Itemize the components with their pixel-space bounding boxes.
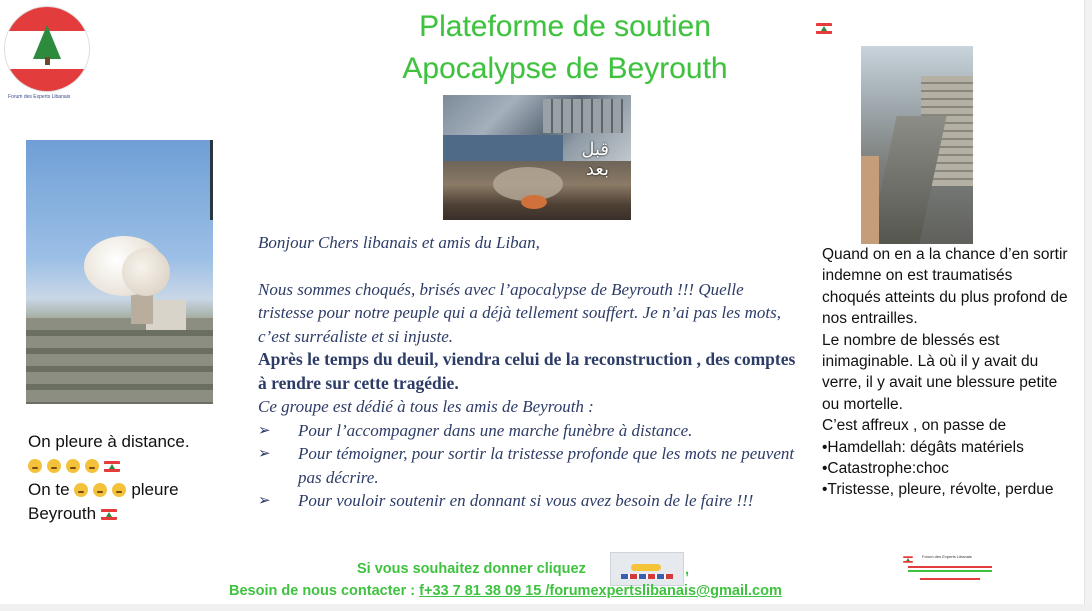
caption-line-1: On pleure à distance.	[28, 432, 190, 451]
donate-text: Si vous souhaitez donner cliquez	[357, 561, 586, 577]
crying-face-icon	[85, 459, 99, 473]
crying-face-icon	[47, 459, 61, 473]
lebanon-flag-icon	[101, 509, 117, 520]
forum-logo	[4, 6, 88, 102]
emoji-row	[28, 454, 228, 478]
testimony-paragraph-3: C’est affreux , on passe de	[822, 417, 1007, 435]
crying-face-icon	[66, 459, 80, 473]
list-item: ➢ Pour vouloir soutenir en donnant si vous avez besoin de le faire !!!	[258, 489, 803, 513]
donate-comma: ,	[685, 562, 690, 578]
contact-line	[229, 583, 782, 599]
logo-disc	[4, 6, 90, 92]
paragraph-group: Ce groupe est dédié à tous les amis de Beyrouth :	[258, 397, 594, 416]
testimony-paragraph-1: Quand on en a la chance d’en sortir indemne on est traumatisés choqués atteints du plus profond de nos entrailles.	[822, 246, 1068, 328]
list-item: ➢ Pour l’accompagner dans une marche funèbre à distance.	[258, 419, 803, 443]
cedar-icon	[33, 25, 61, 59]
right-arrow-bullet-icon: ➢	[258, 420, 271, 439]
lebanon-flag-icon	[816, 23, 832, 34]
message-body	[258, 231, 803, 513]
title-line-2: Apocalypse de Beyrouth	[402, 52, 728, 85]
testimony-item: •Hamdellah: dégâts matériels	[822, 438, 1024, 456]
right-arrow-bullet-icon: ➢	[258, 491, 271, 509]
lebanon-flag-icon	[903, 556, 913, 563]
right-testimony	[822, 244, 1072, 501]
crying-face-icon	[74, 483, 88, 497]
mini-card-caption: Forum des Experts Libanais	[922, 554, 972, 559]
street-damage-photo	[861, 46, 973, 244]
left-caption	[28, 430, 228, 526]
greeting: Bonjour Chers libanais et amis du Liban,	[258, 233, 540, 252]
page-title	[300, 6, 830, 90]
payment-cards-icon	[621, 574, 673, 579]
bottom-edge	[0, 604, 1092, 611]
before-after-photo	[443, 95, 631, 220]
paragraph-shock: Nous sommes choqués, brisés avec l’apocalypse de Beyrouth !!! Quelle tristesse pour notre peuple qui a déjà tellement souffert. Je n’ai pas les mots, c’est surréaliste et si injuste.	[258, 279, 781, 346]
donate-pill	[631, 564, 661, 571]
donate-button[interactable]	[610, 552, 684, 586]
crying-face-icon	[28, 459, 42, 473]
forum-card-thumbnail	[898, 552, 1002, 588]
testimony-item: •Catastrophe:choc	[822, 460, 949, 478]
crying-face-icon	[112, 483, 126, 497]
contact-prefix: Besoin de nous contacter :	[229, 583, 420, 599]
caption-line-4: Beyrouth	[28, 502, 228, 526]
list-item: ➢ Pour témoigner, pour sortir la tristesse profonde que les mots ne peuvent pas décrire.	[258, 444, 795, 487]
contact-link[interactable]: f+33 7 81 38 09 15 /forumexpertslibanais@gmail.com	[419, 583, 782, 599]
logo-caption: Forum des Experts Libanais	[8, 94, 71, 100]
crying-face-icon	[93, 483, 107, 497]
scrollbar[interactable]	[1084, 0, 1092, 611]
lebanon-flag-icon	[104, 461, 120, 472]
photo-label-after: بعد	[585, 159, 609, 180]
testimony-item: •Tristesse, pleure, révolte, perdue	[822, 481, 1054, 499]
right-arrow-bullet-icon: ➢	[258, 444, 271, 462]
testimony-paragraph-2: Le nombre de blessés est inimaginable. Là où il y avait du verre, il y avait une blessure petite ou mortelle.	[822, 331, 1058, 413]
explosion-photo	[26, 140, 213, 404]
caption-line-3: On te pleure	[28, 480, 179, 499]
photo-label-before: قبل	[581, 139, 609, 160]
paragraph-reconstruction: Après le temps du deuil, viendra celui de la reconstruction , des comptes à rendre sur cette tragédie.	[258, 349, 796, 393]
purpose-list	[258, 419, 803, 513]
title-line-1: Plateforme de soutien	[419, 10, 711, 43]
